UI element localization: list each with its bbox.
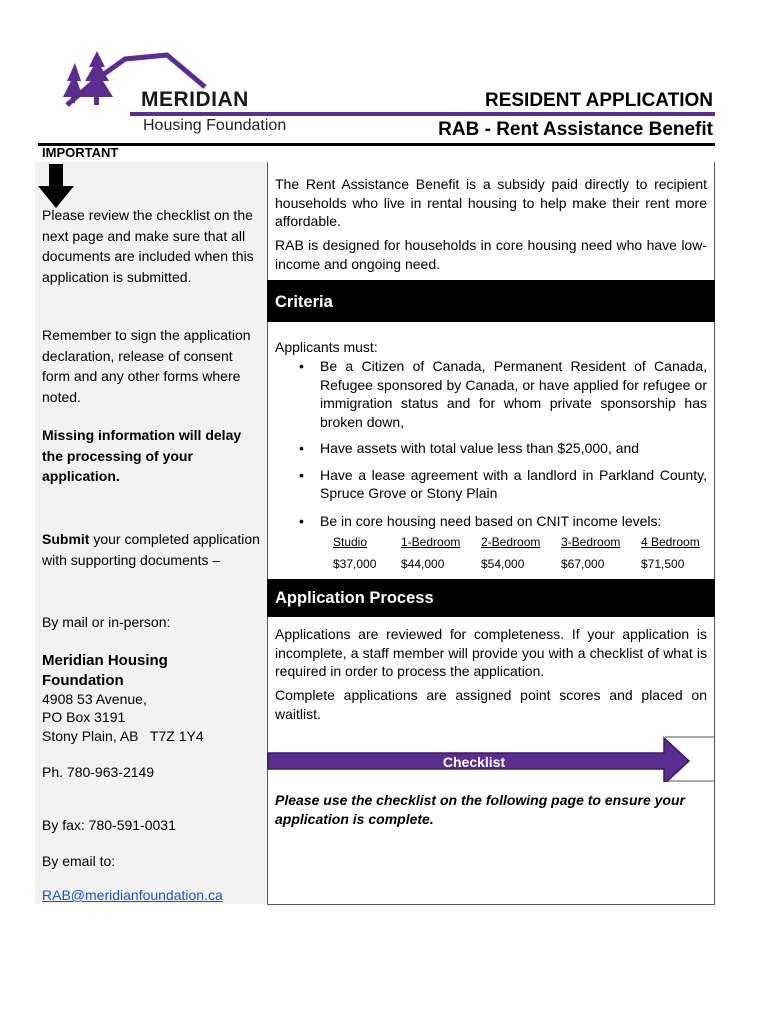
review-instructions: Please review the checklist on the next page and make sure that all documents are included when this application is submitted.	[42, 207, 254, 285]
right-column-border-right	[714, 162, 715, 905]
cnit-header-2-bedroom: 2-Bedroom	[481, 535, 541, 549]
phone-number: Ph. 780-963-2149	[42, 764, 155, 780]
mail-label: By mail or in-person:	[42, 614, 171, 630]
process-heading: Application Process	[275, 589, 434, 607]
logo-wordmark: MERIDIAN	[141, 88, 249, 111]
address-line-2: PO Box 3191	[42, 709, 126, 725]
criteria-heading: Criteria	[275, 293, 333, 311]
process-heading-band	[267, 579, 715, 617]
sign-reminder: Remember to sign the application declaration, release of consent form and any other forms where noted.	[42, 327, 251, 405]
submit-bold: Submit	[42, 531, 90, 547]
submit-instructions	[42, 529, 264, 570]
criteria-heading-band	[267, 280, 715, 322]
checklist-banner	[267, 736, 715, 782]
right-column-border-bottom	[267, 904, 715, 905]
cnit-value-3-bedroom: $67,000	[561, 557, 605, 571]
down-arrow-icon	[38, 164, 74, 208]
intro-paragraph-1: The Rent Assistance Benefit is a subsidy paid directly to recipient households who live in rental housing to help make their rent more affordable.	[275, 176, 707, 229]
logo-subtitle: Housing Foundation	[143, 117, 287, 134]
cnit-header-4-bedroom: 4 Bedroom	[641, 535, 700, 549]
criteria-lead: Applicants must:	[275, 339, 378, 355]
checklist-label: Checklist	[442, 754, 506, 770]
org-name: Meridian Housing Foundation	[42, 652, 168, 689]
criteria-item: • Have assets with total value less than $25,000, and	[299, 440, 640, 456]
email-link[interactable]: RAB@meridianfoundation.ca	[42, 887, 223, 903]
fax-number: By fax: 780-591-0031	[42, 817, 176, 833]
cnit-header-1-bedroom: 1-Bedroom	[401, 535, 461, 549]
email-label: By email to:	[42, 853, 116, 869]
intro-paragraph-2: RAB is designed for households in core housing need who have low-income and ongoing need.	[275, 237, 707, 272]
checklist-note: Please use the checklist on the following page to ensure your application is complete.	[275, 792, 685, 827]
cnit-header-3-bedroom: 3-Bedroom	[561, 535, 621, 549]
cnit-value-4-bedroom: $71,500	[641, 557, 685, 571]
brand-rule	[130, 112, 715, 116]
right-column-border-left	[267, 162, 268, 905]
document-subtitle: RAB - Rent Assistance Benefit	[438, 119, 713, 140]
process-paragraph-2: Complete applications are assigned point scores and placed on waitlist.	[275, 687, 707, 722]
cnit-value-studio: $37,000	[333, 557, 377, 571]
document-title: RESIDENT APPLICATION	[484, 90, 713, 111]
criteria-item: • Have a lease agreement with a landlord in Parkland County, Spruce Grove or Stony Plain	[299, 466, 707, 501]
submit-rest: your completed application with supporting documents –	[42, 531, 260, 568]
important-label: IMPORTANT	[42, 145, 119, 160]
cnit-header-studio: Studio	[333, 535, 368, 549]
missing-info-warning: Missing information will delay the processing of your application.	[42, 427, 242, 484]
criteria-list	[275, 357, 707, 530]
address-line-1: 4908 53 Avenue,	[42, 691, 147, 707]
address-line-3: Stony Plain, AB T7Z 1Y4	[42, 728, 204, 744]
criteria-item: • Be a Citizen of Canada, Permanent Resident of Canada, Refugee sponsored by Canada, or have applied for refugee or immigration status and for whom private sponsorship has broken down,	[299, 358, 707, 430]
header-divider	[38, 143, 715, 146]
cnit-value-2-bedroom: $54,000	[481, 557, 525, 571]
criteria-item: • Be in core housing need based on CNIT income levels:	[299, 512, 662, 529]
cnit-value-1-bedroom: $44,000	[401, 557, 445, 571]
process-paragraph-1: Applications are reviewed for completeness. If your application is incomplete, a staff member will provide you with a checklist of what is required in order to process the application.	[275, 626, 707, 679]
